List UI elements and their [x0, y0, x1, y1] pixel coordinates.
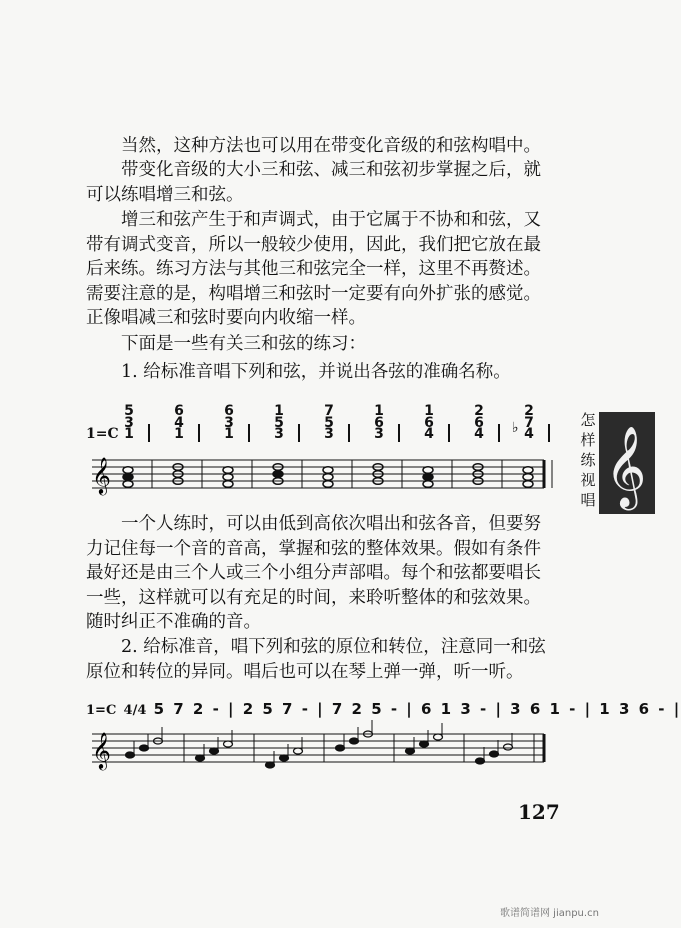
chord-note: 6 — [424, 414, 434, 431]
chord-note: 3 — [224, 414, 234, 431]
staff-note — [523, 474, 533, 481]
paragraph-practice-tips: 一个人练时，可以由低到高依次唱出和弦各音，但要努力记住每一个音的音高，掌握和弦的整体效果。假如有条件最好还是由三个人或三个小组分声部唱。每个和弦都要唱长一些，这样就可以有充足的时间，来聆听整体的和弦效果。随时纠正不准确的音。 — [86, 514, 541, 633]
exercise-2-instruction: 2. 给标准音，唱下列和弦的原位和转位，注意同一和弦原位和转位的异同。唱后也可以在琴上弹一弹，听一听。 — [86, 637, 546, 682]
staff-note — [434, 734, 443, 740]
cipher-measure: 5 7 2 - | — [153, 700, 236, 718]
exercise-1-cipher — [86, 404, 556, 452]
staff-note — [223, 481, 233, 488]
chord-column — [222, 403, 236, 442]
staff-note — [123, 481, 133, 488]
bar-line — [298, 424, 300, 442]
staff-note — [223, 467, 233, 474]
treble-clef-icon-2: 𝄞 — [92, 731, 111, 769]
cipher-measure: 6 1 3 - | — [413, 700, 503, 718]
cipher-measure: 3 6 1 - | — [502, 700, 593, 718]
staff-note — [523, 467, 533, 474]
treble-clef-icon: 𝄞 — [92, 456, 111, 494]
chord-note: 5 — [124, 403, 134, 419]
chord-note: 5 — [274, 414, 284, 431]
exercise-2-cipher — [86, 700, 681, 718]
chord-column — [172, 403, 186, 442]
bar-line — [548, 424, 550, 442]
bar-line — [448, 424, 450, 442]
chord-note: 6 — [474, 414, 484, 431]
key-signature-2: 1=C — [86, 703, 117, 718]
staff-note — [406, 748, 415, 754]
chord-note: 5 — [324, 414, 334, 431]
chord-note: 1 — [374, 403, 384, 419]
chord-note: 7 — [524, 414, 534, 431]
chord-note: 3 — [324, 426, 334, 442]
chord-note: 4 — [174, 414, 184, 431]
chord-note: 7 — [324, 403, 334, 419]
staff-note — [294, 748, 303, 754]
staff-note — [280, 755, 289, 761]
staff-note — [266, 762, 275, 768]
exercise-1-staff — [86, 454, 546, 494]
chord-note: 1 — [174, 426, 184, 442]
exercise-1-instruction: 1. 给标准音唱下列和弦，并说出各弦的准确名称。 — [121, 362, 511, 382]
staff-note — [350, 738, 359, 744]
chord-column — [322, 403, 336, 442]
bar-line — [248, 424, 250, 442]
staff-note — [123, 474, 133, 481]
staff-note — [420, 741, 429, 747]
cipher-measure: 7 2 5 - | — [324, 700, 414, 718]
staff-note — [476, 758, 485, 764]
paragraph-4: 下面是一些有关三和弦的练习： — [121, 334, 366, 354]
staff-note — [323, 474, 333, 481]
staff-note — [423, 481, 433, 488]
chord-note: 2 — [474, 403, 484, 419]
chord-column — [422, 403, 436, 442]
bar-line — [198, 424, 200, 442]
chord-note: 2 — [524, 403, 534, 419]
chord-note: 6 — [224, 403, 234, 419]
staff-note — [323, 467, 333, 474]
cipher-measure: 2 5 7 - | — [235, 700, 325, 718]
staff-note — [273, 471, 283, 478]
watermark: 歌谱简谱网 jianpu.cn — [500, 908, 599, 919]
chord-note: 3 — [274, 426, 284, 442]
chord-note: 4 — [424, 426, 434, 442]
page-number: 127 — [518, 800, 560, 824]
side-tab-label: 怎 样 练 视 唱 — [580, 411, 596, 509]
chord-note: 1 — [274, 403, 284, 419]
staff-note — [140, 745, 149, 751]
cipher-measure: 1 3 6 - | — [592, 700, 681, 718]
chord-note: 4 — [524, 426, 534, 442]
chord-column — [522, 403, 536, 442]
staff-note — [210, 748, 219, 754]
chord-note: 3 — [124, 414, 134, 431]
staff-note — [504, 744, 513, 750]
chord-note: 4 — [474, 426, 484, 442]
paragraph-1: 当然，这种方法也可以用在带变化音级的和弦构唱中。 — [121, 136, 541, 156]
time-signature: 4/4 — [123, 703, 147, 718]
chord-note: 1 — [424, 403, 434, 419]
staff-note — [490, 751, 499, 757]
bar-line — [348, 424, 350, 442]
chord-column — [372, 403, 386, 442]
staff-note — [126, 752, 135, 758]
treble-clef-badge-icon — [601, 418, 651, 506]
staff-note — [323, 481, 333, 488]
chord-column — [272, 403, 286, 442]
paragraph-2: 带变化音级的大小三和弦、减三和弦初步掌握之后，就可以练唱增三和弦。 — [86, 160, 541, 205]
staff-note — [123, 467, 133, 474]
chord-column — [122, 403, 136, 442]
chord-note: 3 — [374, 426, 384, 442]
bar-line — [398, 424, 400, 442]
key-signature: 1=C — [86, 426, 119, 442]
exercise-2-staff — [86, 728, 546, 770]
staff-note — [523, 481, 533, 488]
chord-column — [472, 403, 486, 442]
svg-text:𝄞: 𝄞 — [605, 425, 647, 507]
bar-line — [498, 424, 500, 442]
staff-note — [423, 467, 433, 474]
staff-note — [224, 741, 233, 747]
bar-line — [148, 424, 150, 442]
chord-note: 1 — [224, 426, 234, 442]
staff-note — [223, 474, 233, 481]
staff-note — [423, 474, 433, 481]
paragraph-3: 增三和弦产生于和声调式，由于它属于不协和和弦，又带有调式变音，所以一般较少使用，因此，我们把它放在最后来练。练习方法与其他三和弦完全一样，这里不再赘述。需要注意的是，构唱增三和弦时一定要有向外扩张的感觉。正像唱减三和弦时要向内收缩一样。 — [86, 210, 541, 329]
chord-note: 6 — [374, 414, 384, 431]
chord-note: 1 — [124, 426, 134, 442]
flat-sign: ♭ — [512, 420, 519, 436]
staff-note — [196, 755, 205, 761]
chord-note: 6 — [174, 403, 184, 419]
staff-note — [336, 745, 345, 751]
